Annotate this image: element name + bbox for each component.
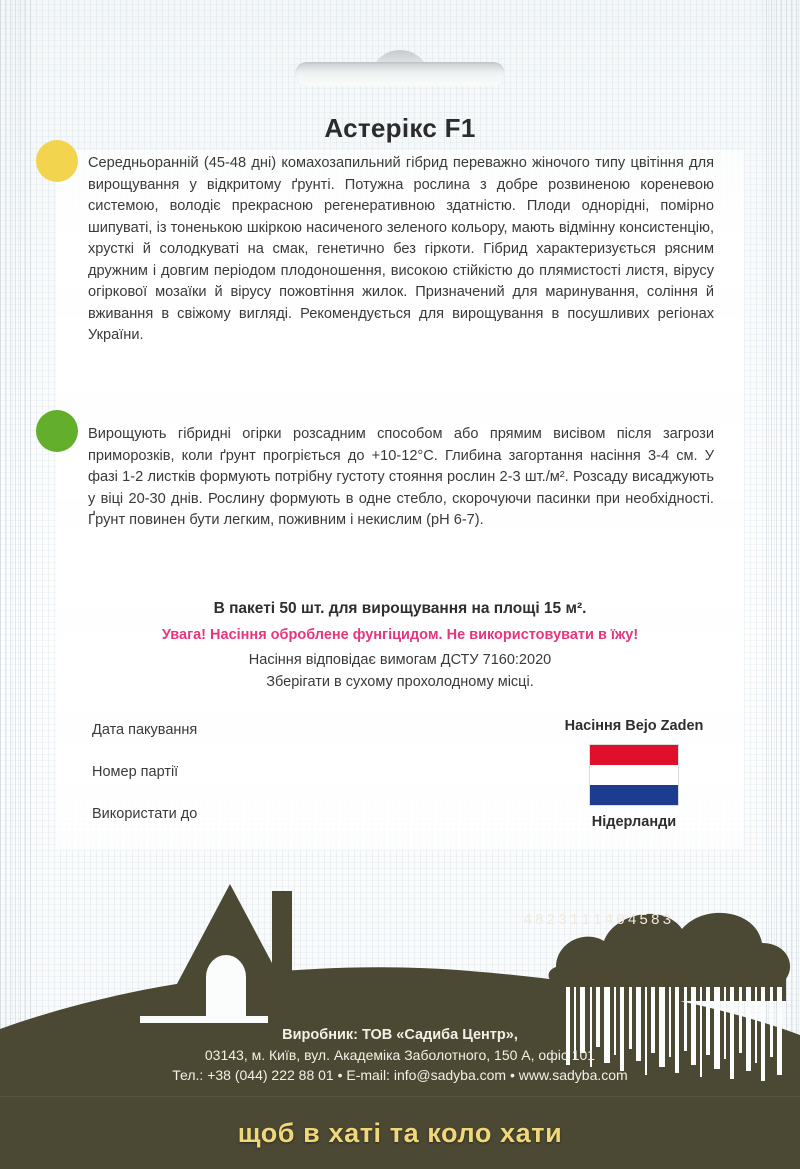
packet-notes — [0, 600, 800, 690]
euro-hang-hole — [295, 50, 505, 84]
field-packing-date: Дата пакування — [92, 722, 198, 738]
quantity-note: В пакеті 50 шт. для вирощування на площі 15 м². — [213, 600, 587, 617]
manufacturer-name: Виробник: ТОВ «Садиба Центр», — [282, 1027, 518, 1043]
manufacturer-contacts: Тел.: +38 (044) 222 88 01 • E-mail: info@sadyba.com • www.sadyba.com — [172, 1067, 628, 1083]
description-paragraph: Середньоранній (45-48 дні) комахозапильний гібрид переважно жіночого типу цвітіння для вирощування у відкритому ґрунті. Потужна рослина з добре розвиненою кореневою системою, володіє прекрасною регенеративною здатністю. Плоди однорідні, помірно шипуваті, із тоненькою шкіркою насиченого зеленого кольору, мають відмінну консистенцію, хрусткі й солодкуваті на смак, генетично без гіркоти. Гібрид характеризується рясним дружним і довгим періодом плодоношення, високою стійкістю до плямистості листя, вірусу огіркової мозаїки й вірусу пожовтіння жилок. Призначений для маринування, соління й вживання в свіжому вигляді. Рекомендується для вирощування в посушливих регіонах України. — [88, 155, 714, 343]
slogan-text: щоб в хаті та коло хати — [237, 1117, 563, 1148]
slogan-bar — [0, 1096, 800, 1169]
manufacturer-address: 03143, м. Київ, вул. Академіка Заболотного, 150 А, офіс 101 — [204, 1047, 596, 1063]
netherlands-flag-icon — [589, 744, 679, 806]
growing-paragraph: Вирощують гібридні огірки розсадним способом або прямим висівом після загрози приморозків, коли ґрунт прогріється до +10-12°C. Глибина загортання насіння 3-4 см. У фазі 1-2 листків формують потрібну густоту стояння рослин 2-3 шт./м². Розсаду висаджують у віці 20-30 днів. Рослину формують в одне стебло, скорочуючи пасинки при необхідності. Ґрунт повинен бути легким, поживним і некислим (pH 6-7). — [88, 426, 714, 528]
field-batch-number: Номер партії — [92, 764, 179, 780]
barcode-number: 4823111404583 — [523, 912, 674, 929]
field-use-by: Використати до — [92, 806, 198, 822]
manufacturer-footer — [0, 1027, 800, 1083]
origin-block — [556, 718, 712, 830]
standard-note: Насіння відповідає вимогам ДСТУ 7160:2020 — [248, 652, 552, 668]
flag-stripe-red — [590, 745, 678, 765]
flag-stripe-blue — [590, 785, 678, 805]
fungicide-warning: Увага! Насіння оброблене фунгіцидом. Не використовувати в їжу! — [161, 627, 639, 643]
storage-note: Зберігати в сухому прохолодному місці. — [266, 674, 534, 690]
page-title: Астерікс F1 — [324, 113, 476, 143]
origin-country-label: Нідерланди — [591, 814, 677, 830]
origin-brand-label: Насіння Bejo Zaden — [564, 718, 704, 734]
packaging-fields — [92, 722, 197, 848]
flag-stripe-white — [590, 765, 678, 785]
growing-bullet-dot — [36, 410, 78, 452]
hang-hole-bar — [295, 62, 505, 86]
description-bullet-dot — [36, 140, 78, 182]
